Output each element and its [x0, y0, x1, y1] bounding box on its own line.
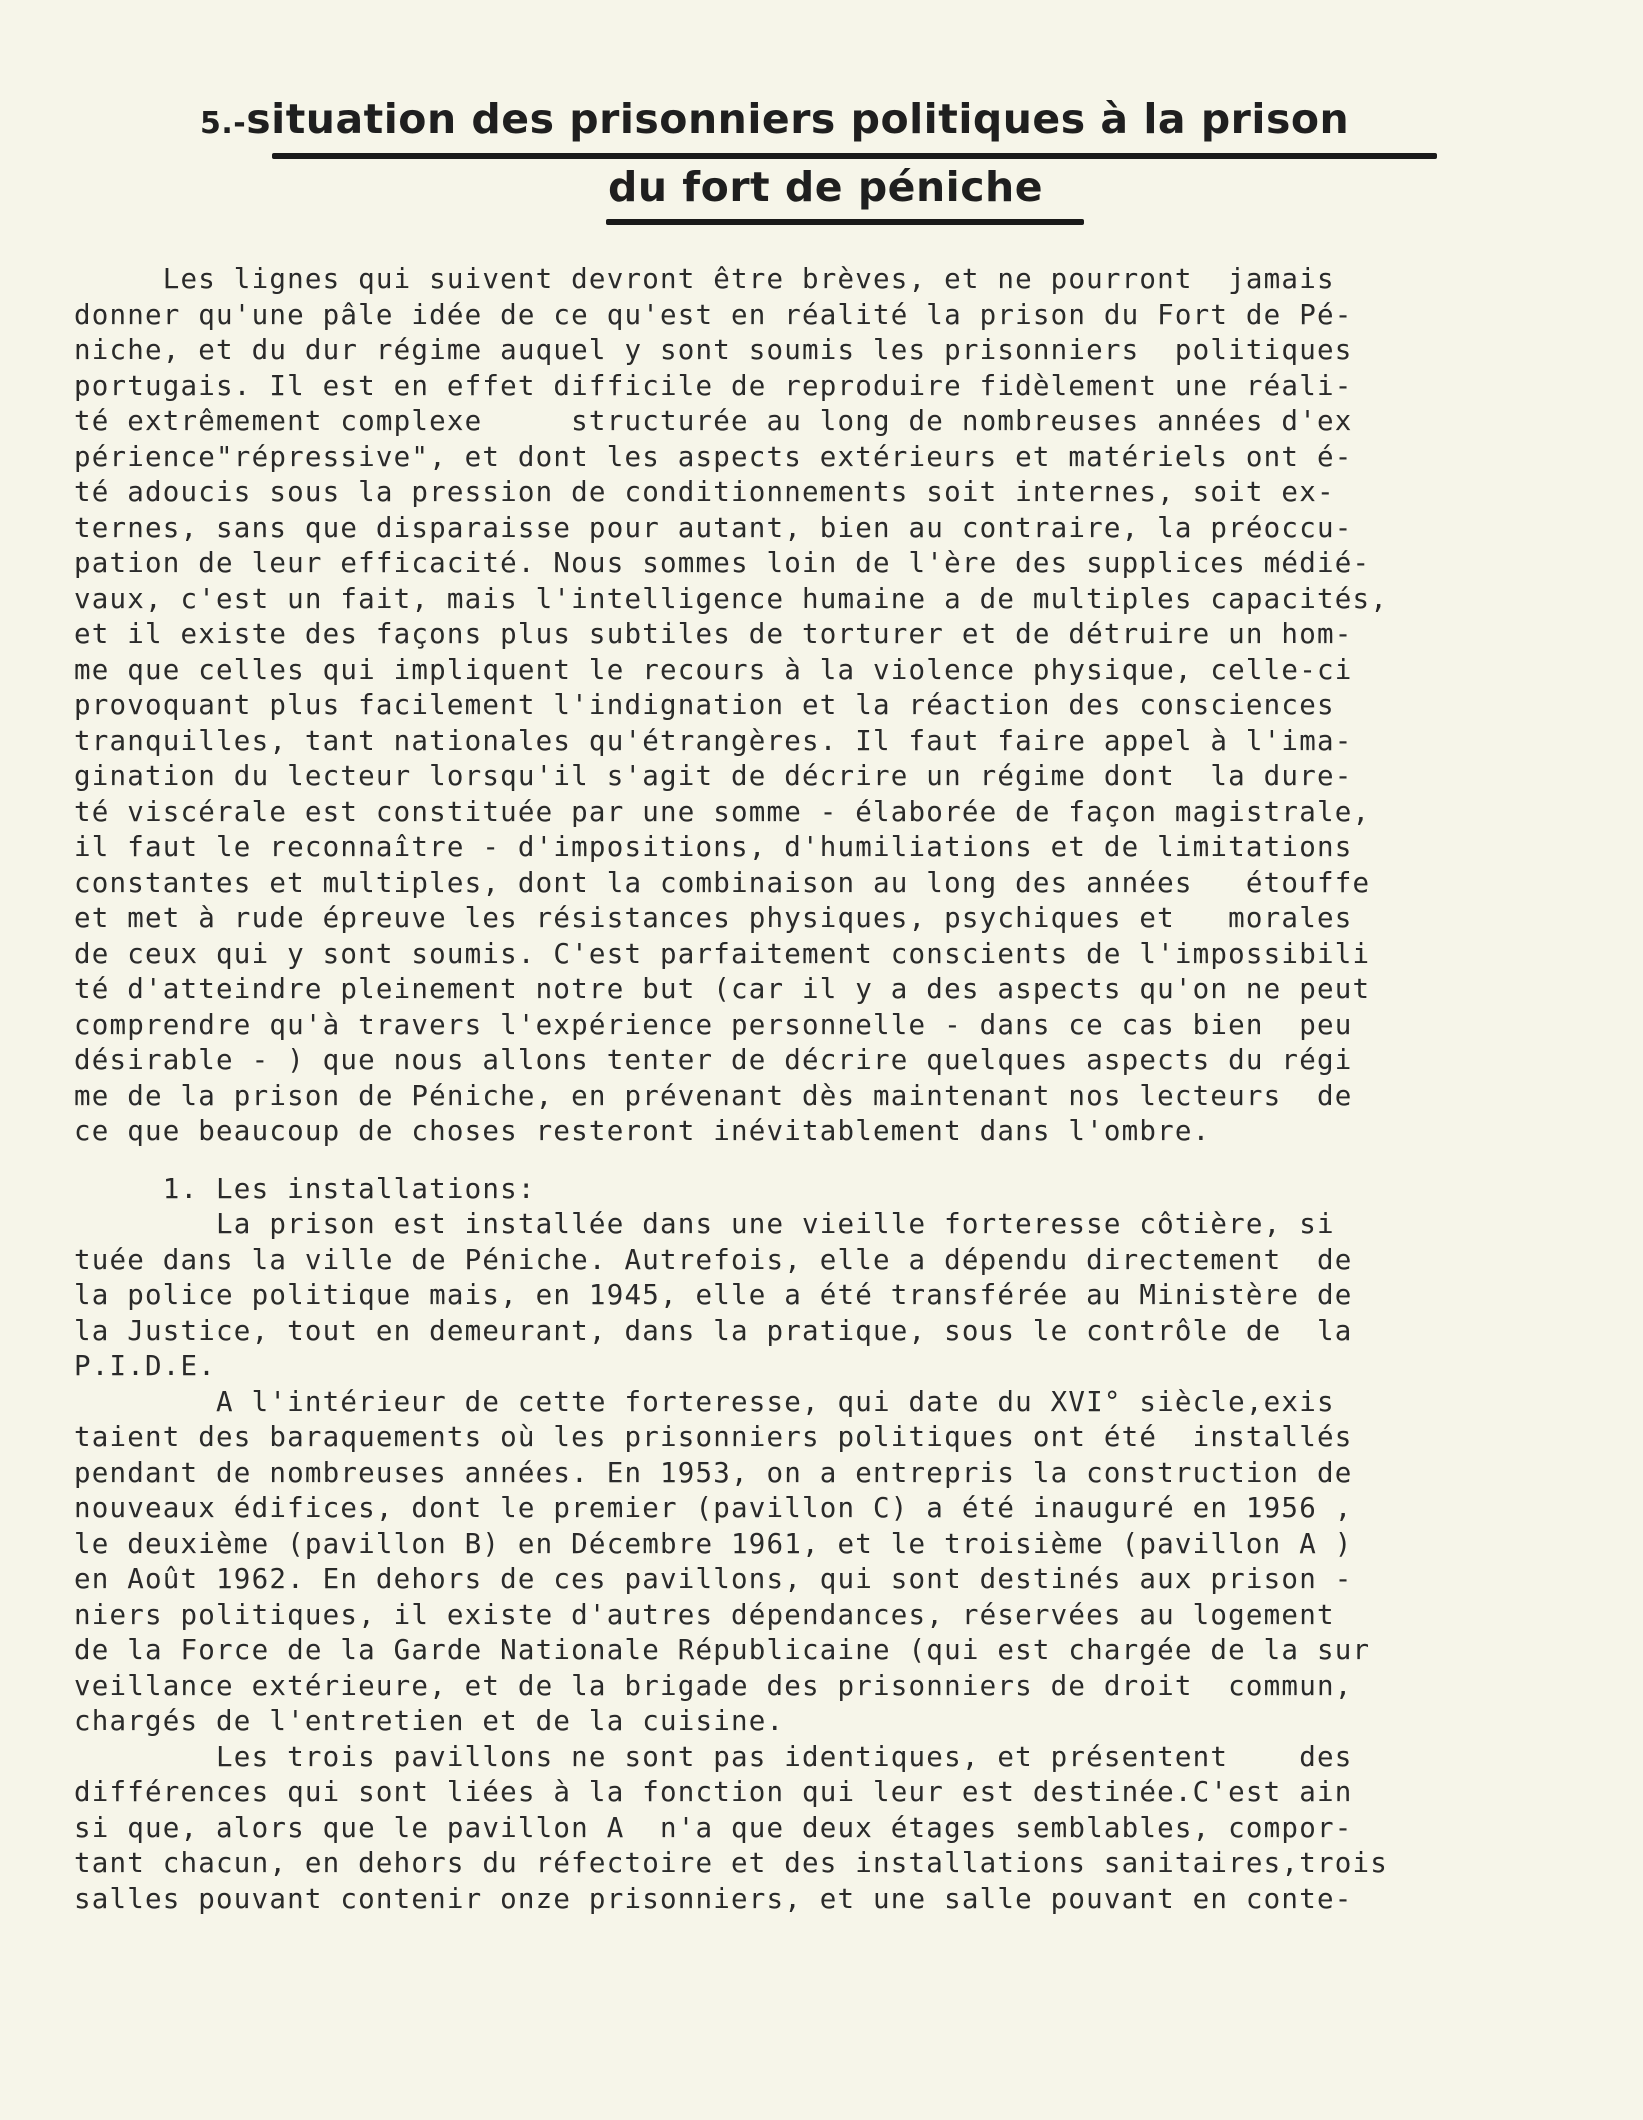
text-line: en Août 1962. En dehors de ces pavillons, qui sont destinés aux prison - [74, 1563, 1353, 1595]
text-line: donner qu'une pâle idée de ce qu'est en réalité la prison du Fort de Pé- [74, 298, 1353, 331]
text-line: veillance extérieure, et de la brigade des prisonniers de droit commun, [74, 1669, 1353, 1702]
text-line: té adoucis sous la pression de conditionnements soit internes, soit ex- [74, 476, 1335, 508]
text-line: me de la prison de Péniche, en prévenant dès maintenant nos lecteurs de [74, 1079, 1353, 1112]
text-line: té d'atteindre pleinement notre but (car il y a des aspects qu'on ne peut [74, 973, 1371, 1005]
title-underline-1 [272, 153, 1437, 159]
text-line: pation de leur efficacité. Nous sommes loin de l'ère des supplices médié- [74, 547, 1371, 579]
text-line: gination du lecteur lorsqu'il s'agit de décrire un régime dont la dure- [74, 760, 1353, 792]
body-text [74, 262, 1554, 1917]
text-line: tranquilles, tant nationales qu'étrangères. Il faut faire appel à l'ima- [74, 724, 1353, 757]
text-line: taient des baraquements où les prisonniers politiques ont été installés [74, 1421, 1353, 1453]
text-line: de la Force de la Garde Nationale Républicaine (qui est chargée de la sur [74, 1634, 1371, 1666]
section-installations [74, 1172, 1554, 1918]
text-line: constantes et multiples, dont la combinaison au long des années étouffe [74, 866, 1371, 899]
text-line: de ceux qui y sont soumis. C'est parfaitement conscients de l'impossibili [74, 937, 1371, 970]
text-line: vaux, c'est un fait, mais l'intelligence humaine a de multiples capacités, [74, 582, 1388, 615]
text-line: me que celles qui impliquent le recours à la violence physique, celle-ci [74, 653, 1353, 686]
text-line: il faut le reconnaître - d'impositions, d'humiliations et de limitations [74, 831, 1353, 863]
text-line: portugais. Il est en effet difficile de reproduire fidèlement une réali- [74, 369, 1353, 402]
intro-paragraph [74, 262, 1554, 1150]
text-line: désirable - ) que nous allons tenter de décrire quelques aspects du régi [74, 1044, 1353, 1076]
text-line: ternes, sans que disparaisse pour autant, bien au contraire, la préoccu- [74, 511, 1353, 544]
text-line: La prison est installée dans une vieille forteresse côtière, si [74, 1208, 1335, 1240]
text-line: et il existe des façons plus subtiles de torturer et de détruire un hom- [74, 618, 1353, 650]
text-line: nouveaux édifices, dont le premier (pavillon C) a été inauguré en 1956 , [74, 1492, 1353, 1524]
section-number: 5.- [200, 106, 247, 141]
text-line: niche, et du dur régime auquel y sont soumis les prisonniers politiques [74, 334, 1353, 366]
text-line: Les trois pavillons ne sont pas identiques, et présentent des [74, 1740, 1353, 1773]
text-line: té viscérale est constituée par une somme - élaborée de façon magistrale, [74, 795, 1371, 828]
text-line: niers politiques, il existe d'autres dépendances, réservées au logement [74, 1598, 1335, 1631]
text-line: tant chacun, en dehors du réfectoire et des installations sanitaires,trois [74, 1847, 1388, 1879]
text-line: périence"répressive", et dont les aspects extérieurs et matériels ont é- [74, 440, 1353, 473]
text-line: salles pouvant contenir onze prisonniers, et une salle pouvant en conte- [74, 1882, 1353, 1915]
text-line: le deuxième (pavillon B) en Décembre 1961, et le troisième (pavillon A ) [74, 1527, 1353, 1560]
text-line: et met à rude épreuve les résistances physiques, psychiques et morales [74, 902, 1353, 934]
text-line: A l'intérieur de cette forteresse, qui date du XVI° siècle,exis [74, 1385, 1335, 1418]
text-line: la Justice, tout en demeurant, dans la pratique, sous le contrôle de la [74, 1314, 1353, 1347]
text-line: tuée dans la ville de Péniche. Autrefois, elle a dépendu directement de [74, 1243, 1353, 1276]
text-line: pendant de nombreuses années. En 1953, on a entrepris la construction de [74, 1456, 1353, 1489]
text-line: provoquant plus facilement l'indignation et la réaction des consciences [74, 689, 1335, 721]
text-line: Les lignes qui suivent devront être brèves, et ne pourront jamais [74, 263, 1335, 295]
title-text-1: situation des prisonniers politiques à la prison [246, 95, 1350, 143]
title-underline-2 [606, 219, 1084, 225]
text-line: P.I.D.E. [74, 1350, 217, 1382]
text-line: si que, alors que le pavillon A n'a que deux étages semblables, compor- [74, 1811, 1353, 1844]
title-line-1 [200, 95, 1349, 143]
section-heading: 1. Les installations: [74, 1172, 536, 1205]
text-line: té extrêmement complexe structurée au long de nombreuses années d'ex [74, 405, 1353, 437]
text-line: chargés de l'entretien et de la cuisine. [74, 1705, 785, 1737]
text-line: la police politique mais, en 1945, elle a été transférée au Ministère de [74, 1279, 1353, 1311]
text-line: ce que beaucoup de choses resteront inévitablement dans l'ombre. [74, 1115, 1211, 1147]
paragraph-gap [74, 1150, 1554, 1172]
title-line-2: du fort de péniche [608, 163, 1044, 211]
text-line: comprendre qu'à travers l'expérience personnelle - dans ce cas bien peu [74, 1008, 1353, 1041]
text-line: différences qui sont liées à la fonction qui leur est destinée.C'est ain [74, 1776, 1353, 1808]
